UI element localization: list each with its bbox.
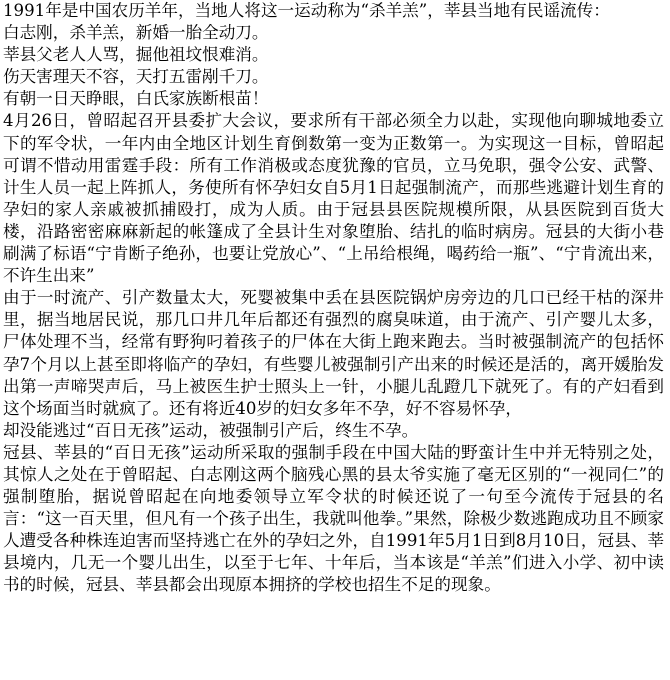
ballad-line: 有朝一日天睁眼，白氏家族断根苗！: [3, 89, 269, 109]
ballad-line: 伤天害理天不容，天打五雷剐千刀。: [3, 67, 269, 87]
dead-infants-paragraph: 由于一时流产、引产数量太大，死婴被集中丢在县医院锅炉房旁边的几口已经干枯的深井里，据当地居民说，那几口井几年后都还有强烈的腐臭味道，由于流产、引产婴儿太多，尸体处理不当，经常有野狗叼着孩子的尸体在大街上跑来跑去。当时被强制流产的包括怀孕7个月以上甚至即将临产的孕妇，有些婴儿被强制引产出来的时候还是活的，离开媛胎发出第一声啼哭声后，马上被医生护士照头上一针，小腿儿乱蹬几下就死了。有的产妇看到这个场面当时就疯了。还有将近40岁的妇女多年不孕，好不容易怀孕，: [3, 288, 664, 418]
intro-paragraph: 1991年是中国农历羊年，当地人将这一运动称为“杀羊羔”，莘县当地有民谣流传：: [3, 1, 610, 20]
meeting-paragraph: 4月26日，曾昭起召开县委扩大会议，要求所有干部必须全力以赴，实现他向聊城地委立下的军令状，一年内由全地区计划生育倒数第一变为正数第一。为实现这一目标，曾昭起可谓不惜动用雷霆手段：所有工作消极或态度犹豫的官员，立马免职，强令公安、武警、计生人员一起上阵抓人，务使所有怀孕妇女自5月1日起强制流产，而那些逃避计划生育的孕妇的家人亲戚被抓捕殴打，成为人质。由于冠县县医院规模所限，从县医院到百货大楼，沿路密密麻麻新起的帐篷成了全县计生对象堕胎、结扎的临时病房。冠县的大街小巷刷满了标语“宁肯断子绝孙，也要让党放心”、“上吊给根绳，喝药给一瓶”、“宁肯流出来，不许生出来”: [3, 111, 664, 286]
infertility-paragraph: 却没能逃过“百日无孩”运动，被强制引产后，终生不孕。: [3, 420, 419, 440]
ballad-line: 白志刚，杀羊羔，新婚一胎全动刀。: [3, 23, 269, 43]
ballad-line: 莘县父老人人骂，掘他祖坟恨难消。: [3, 45, 269, 65]
campaign-summary-paragraph: 冠县、莘县的“百日无孩”运动所采取的强制手段在中国大陆的野蛮计生中并无特别之处，其惊人之处在于曾昭起、白志刚这两个脑残心黑的县太爷实施了毫无区别的“一视同仁”的强制堕胎，据说曾昭起在向地委领导立军令状的时候还说了一句至今流传于冠县的名言：“这一百天里，但凡有一个孩子出生，我就叫他拳。”果然，除极少数逃跑成功且不顾家人遭受各种株连迫害而坚持逃亡在外的孕妇之外，自1991年5月1日到8月10日，冠县、莘县境内，几无一个婴儿出生，以至于七年、十年后，当本该是“羊羔”们进入小学、初中读书的时候，冠县、莘县都会出现原本拥挤的学校也招生不足的现象。: [3, 442, 664, 595]
